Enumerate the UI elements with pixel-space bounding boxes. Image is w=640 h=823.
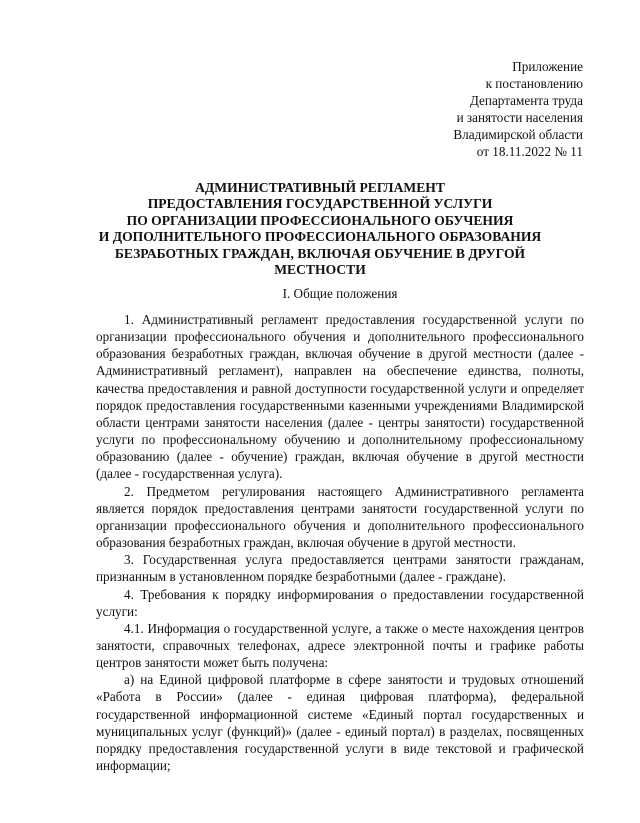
document-title [96,180,544,278]
paragraph: 3. Государственная услуга предоставляется центрами занятости гражданам, признанным в установленном порядке безработными (далее - граждане). [96,552,584,585]
appendix-line: Приложение [512,59,583,74]
appendix-line: Владимирской области [453,127,583,142]
appendix-line: от 18.11.2022 № 11 [476,144,583,159]
paragraph: а) на Единой цифровой платформе в сфере занятости и трудовых отношений «Работа в России» (далее - единая цифровая платформа), федеральной государственной информационной системе «Единый портал государственных и муниципальных услуг (функций)» (далее - единый портал) в разделах, посвященных порядку предоставления государственной услуги в виде текстовой и графической информации; [96,672,584,774]
paragraph: 4. Требования к порядку информирования о предоставлении государственной услуги: [96,586,584,619]
paragraph: 1. Административный регламент предоставления государственной услуги по организации профессионального обучения и дополнительного профессионального образования безработных граждан, включая обучение в другой местности (далее - Административный регламент), направлен на обеспечение единства, полноты, качества предоставления и равной доступности государственной услуги и определяет порядок предоставления государственными казенными учреждениями Владимирской области центрами занятости населения (далее - центры занятости) государственной услуги по профессиональному обучению и дополнительному профессиональному образованию (далее - обучение) граждан, включая обучение в другой местности (далее - государственная услуга). [96,312,584,482]
appendix-line: Департамента труда [469,93,583,108]
title-line: ПО ОРГАНИЗАЦИИ ПРОФЕССИОНАЛЬНОГО ОБУЧЕНИЯ [126,212,514,228]
section-heading: I. Общие положения [282,286,398,301]
title-line: МЕСТНОСТИ [274,262,366,278]
title-line: ПРЕДОСТАВЛЕНИЯ ГОСУДАРСТВЕННОЙ УСЛУГИ [147,196,493,212]
paragraph: 4.1. Информация о государственной услуге, а также о месте нахождения центров занятости, справочных телефонах, адресе электронной почты и графике работы центров занятости может быть получена: [96,620,584,671]
appendix-line: к постановлению [485,76,583,91]
title-line: БЕЗРАБОТНЫХ ГРАЖДАН, ВКЛЮЧАЯ ОБУЧЕНИЕ В ДРУГОЙ [114,245,526,261]
appendix-line: и занятости населения [456,110,583,125]
appendix-note [453,58,583,160]
document-body [96,311,584,774]
title-line: АДМИНИСТРАТИВНЫЙ РЕГЛАМЕНТ [195,180,445,195]
paragraph: 2. Предметом регулирования настоящего Административного регламента является порядок предоставления центрами занятости государственной услуги по организации профессионального обучения и дополнительного профессионального образования безработных граждан, включая обучение в другой местности. [96,483,584,551]
title-line: И ДОПОЛНИТЕЛЬНОГО ПРОФЕССИОНАЛЬНОГО ОБРАЗОВАНИЯ [98,229,542,245]
